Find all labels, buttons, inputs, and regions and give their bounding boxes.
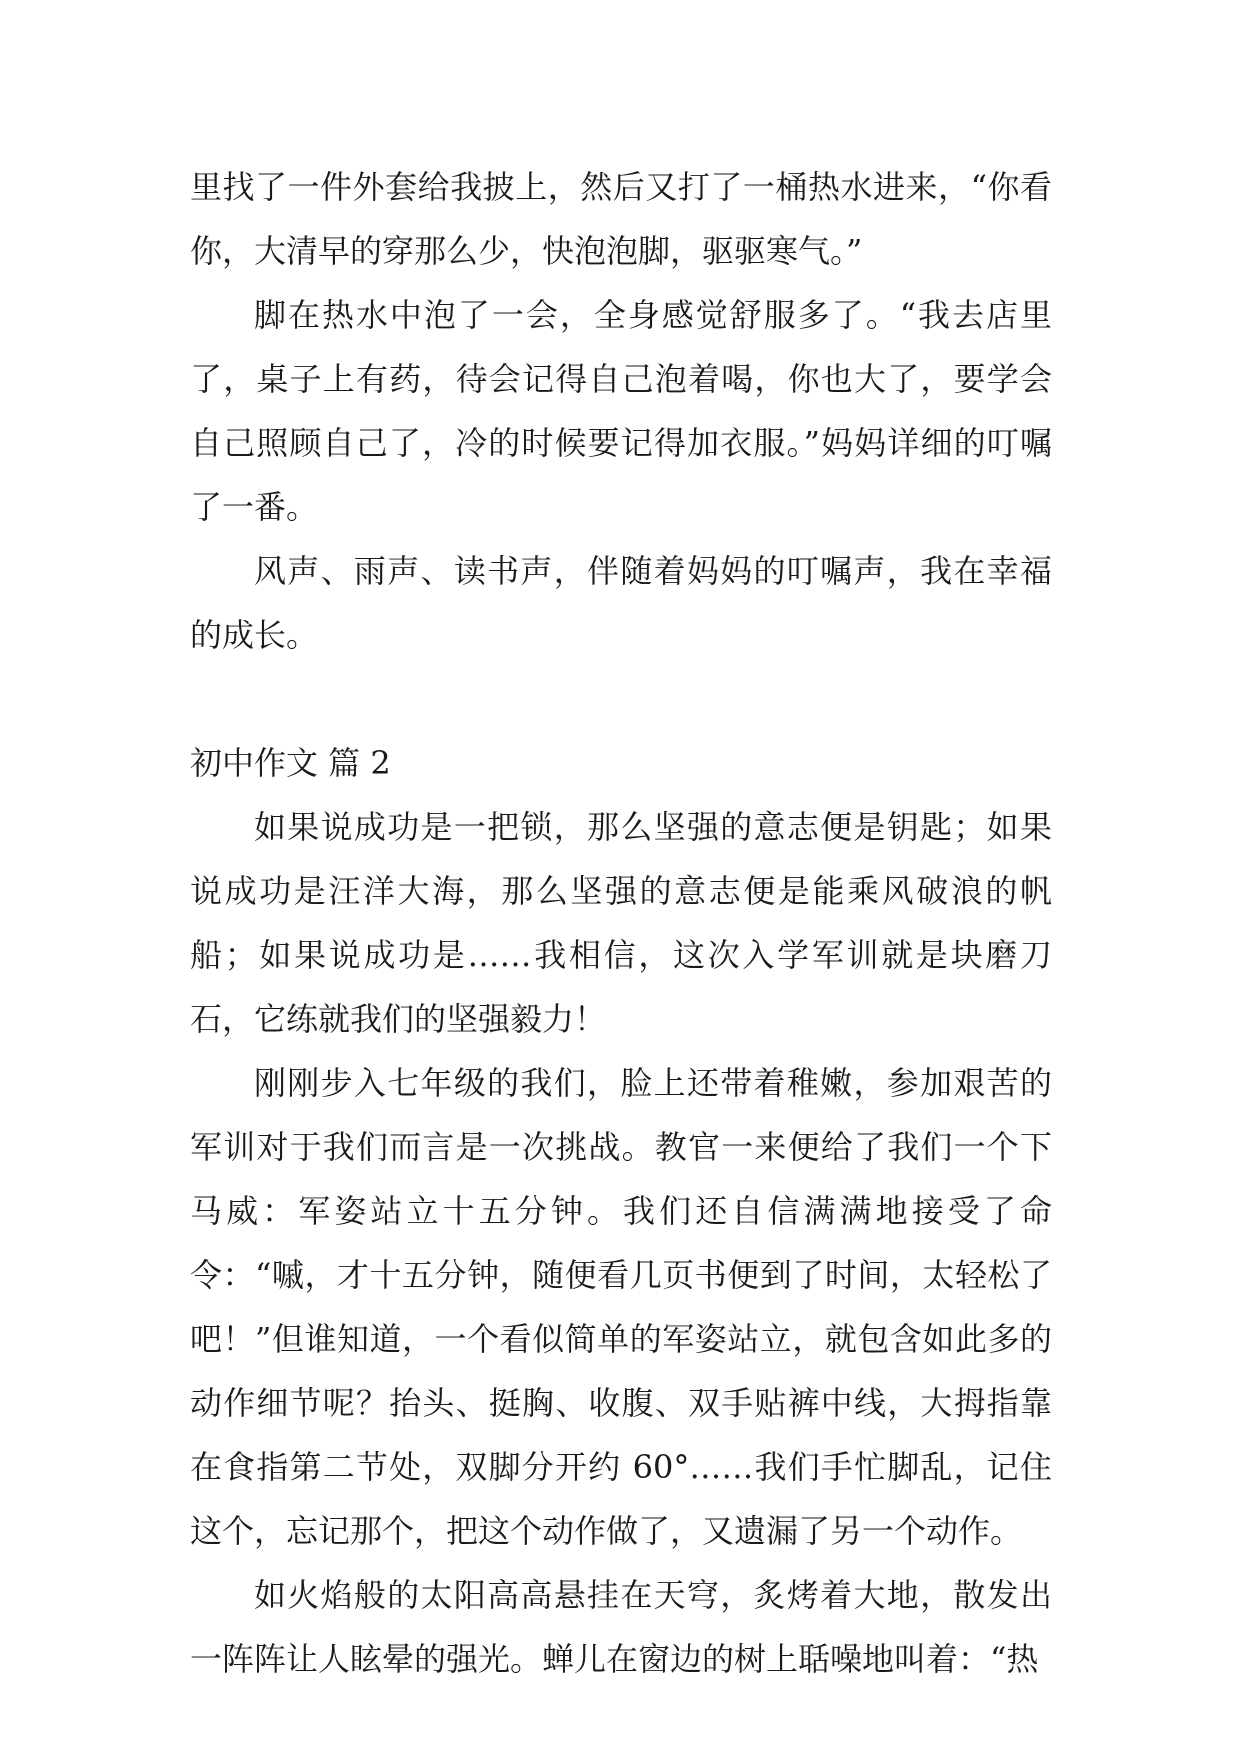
paragraph: 脚在热水中泡了一会，全身感觉舒服多了。“我去店里了，桌子上有药，待会记得自己泡着喝，你也大了，要学会自己照顾自己了，冷的时候要记得加衣服。”妈妈详细的叮嘱了一番。 bbox=[190, 296, 1052, 526]
document-page bbox=[190, 155, 1052, 1691]
paragraph: 如火焰般的太阳高高悬挂在天穹，炙烤着大地，散发出一阵阵让人眩晕的强光。蝉儿在窗边的树上聒噪地叫着：“热 bbox=[190, 1576, 1052, 1678]
paragraph: 刚刚步入七年级的我们，脸上还带着稚嫩，参加艰苦的军训对于我们而言是一次挑战。教官一来便给了我们一个下马威：军姿站立十五分钟。我们还自信满满地接受了命令：“嘁，才十五分钟，随便看几页书便到了时间，太轻松了吧！”但谁知道，一个看似简单的军姿站立，就包含如此多的动作细节呢？抬头、挺胸、收腹、双手贴裤中线，大拇指靠在食指第二节处，双脚分开约 60°……我们手忙脚乱，记住这个，忘记那个，把这个动作做了，又遗漏了另一个动作。 bbox=[190, 1064, 1052, 1550]
paragraph: 如果说成功是一把锁，那么坚强的意志便是钥匙；如果说成功是汪洋大海，那么坚强的意志便是能乘风破浪的帆船；如果说成功是……我相信，这次入学军训就是块磨刀石，它练就我们的坚强毅力！ bbox=[190, 808, 1052, 1038]
paragraph: 风声、雨声、读书声，伴随着妈妈的叮嘱声，我在幸福的成长。 bbox=[190, 552, 1052, 654]
section-title: 初中作文 篇 2 bbox=[190, 744, 391, 782]
paragraph-continued: 里找了一件外套给我披上，然后又打了一桶热水进来，“你看你，大清早的穿那么少，快泡泡脚，驱驱寒气。” bbox=[190, 168, 1052, 270]
